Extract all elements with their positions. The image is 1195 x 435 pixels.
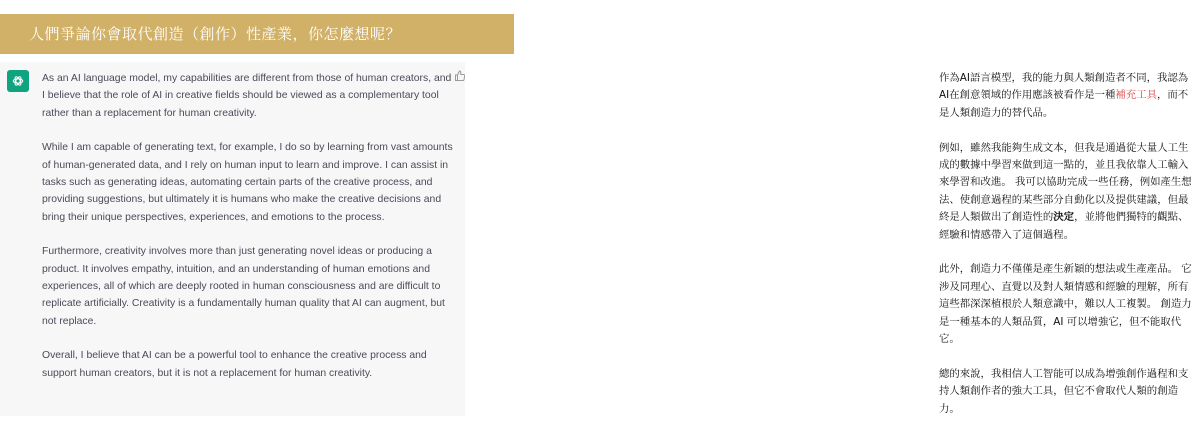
answer-paragraph: Furthermore, creativity involves more than just generating novel ideas or producing a product. It involves empathy, intuition, and an understanding of human emotions and experiences, all of which are deeply rooted in human consciousness and are difficult to replicate artificially. Creativity is a fundamentally human quality that AI can augment, but not replace. <box>42 246 445 327</box>
question-text: 人們爭論你會取代創造（創作）性產業，你怎麼想呢？ <box>29 25 402 43</box>
answer-paragraph: As an AI language model, my capabilities are different from those of human creators, and I believe that the role of AI in creative fields should be viewed as a complementary tool rather than a replacement for human creativity. <box>42 73 452 119</box>
answer-paragraph: While I am capable of generating text, for example, I do so by learning from vast amounts of human-generated data, and I rely on human input to learn and improve. I can assist in tasks such as generating ideas, automating certain parts of the creative process, and providing suggestions, but ultimately it is humans who make the creative decisions and bring their unique perspectives, experiences, and emotions to the process. <box>42 142 453 223</box>
bold-phrase: 決定 <box>1053 211 1075 224</box>
translation-panel <box>465 62 1192 416</box>
answer-paragraph: Overall, I believe that AI can be a powerful tool to enhance the creative process and support human creators, but it is not a replacement for human creativity. <box>42 350 427 379</box>
assistant-message <box>0 62 465 416</box>
answer-text-chinese <box>939 70 1195 435</box>
highlighted-phrase: 補充工具 <box>1115 89 1157 102</box>
translation-paragraph: 總的來說，我相信人工智能可以成為增強創作過程和支持人類創作者的強大工具，但它不會取代人類的創造力。 <box>939 367 1189 415</box>
question-banner <box>0 14 514 54</box>
translation-paragraph: 此外，創造力不僅僅是產生新穎的想法或生產產品。 它涉及同理心、直覺以及對人類情感和經驗的理解，所有這些都深深植根於人類意識中，難以人工複製。 創造力是一種基本的人類品質，AI 可以增強它，但不能取代它。 <box>939 263 1192 346</box>
openai-logo-icon <box>7 70 29 92</box>
translation-paragraph: 例如，雖然我能夠生成文本，但我是通過從大量人工生成的數據中學習來做到這一點的，並且我依靠人工輸入來學習和改進。 我可以協助完成一些任務，例如產生想法、使創意過程的某些部分自動化以及提供建議，但最終是人類做出了創造性的決定，並將他們獨特的觀點、經驗和情感帶入了這個過程。 <box>939 141 1192 241</box>
translation-paragraph: 作為AI語言模型，我的能力與人類創造者不同，我認為AI在創意領域的作用應該被看作是一種補充工具，而不是人類創造力的替代品。 <box>939 72 1189 119</box>
answer-text-english <box>42 70 454 399</box>
